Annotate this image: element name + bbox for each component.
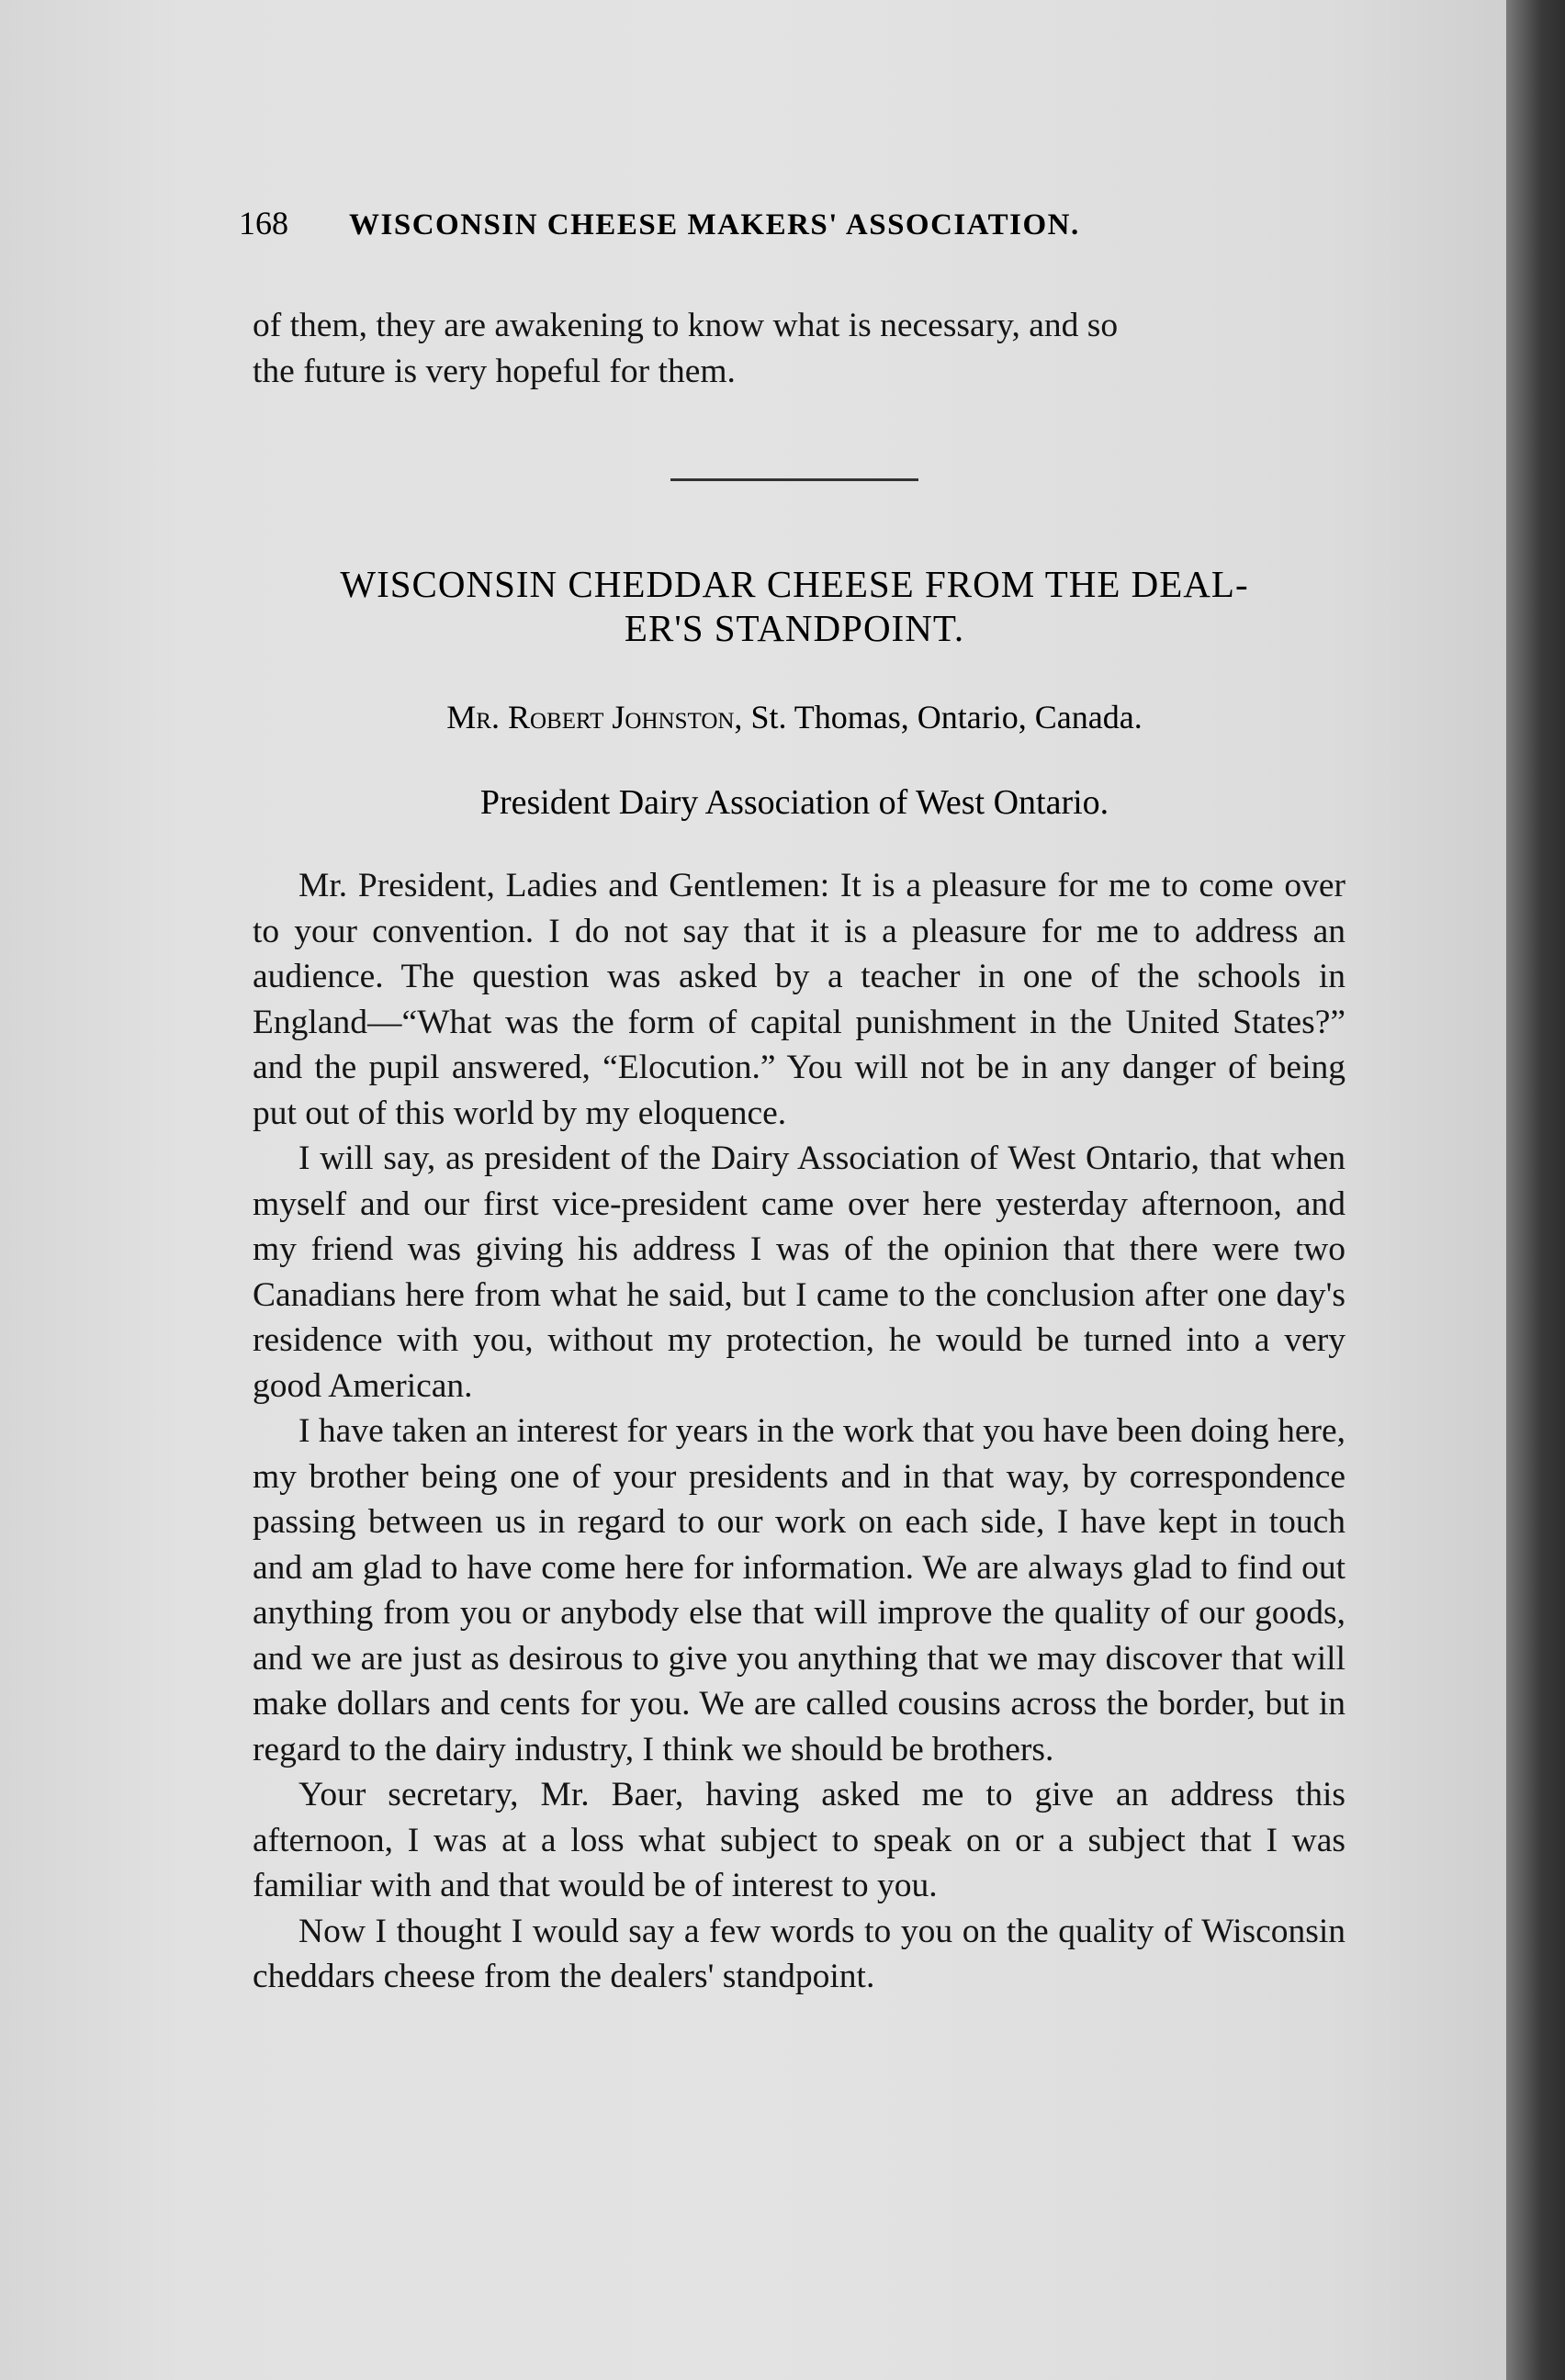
paragraph-2: I will say, as president of the Dairy Association of West Ontario, that when myself and our first vice-president came over here yesterday afternoon, and my friend was giving his address I was of the opinion that there were two Canadians here from what he said, but I came to the conclusion after one day's residence with you, without my protection, he would be turned into a very good American. xyxy=(253,1139,1345,1405)
paragraph-5: Now I thought I would say a few words to you on the quality of Wisconsin cheddars cheese from the dealers' standpoint. xyxy=(253,1912,1345,1995)
page-number: 168 xyxy=(239,205,288,241)
continuation-line-2: the future is very hopeful for them. xyxy=(253,352,736,390)
page-edge-shadow xyxy=(1506,0,1565,2380)
article-title-line-2: ER'S STANDPOINT. xyxy=(624,607,965,649)
author-line xyxy=(239,698,1350,736)
author-location: St. Thomas, Ontario, Canada. xyxy=(750,699,1143,735)
article-body xyxy=(253,863,1345,2000)
running-header xyxy=(239,204,1350,242)
section-divider xyxy=(670,478,918,481)
paragraph-1: Mr. President, Ladies and Gentlemen: It is a pleasure for me to come over to your convention. I do not say that it is a pleasure for me to address an audience. The question was asked by a teacher in one of the schools in England—“What was the form of capital punishment in the United States?” and the pupil answered, “Elocution.” You will not be in any danger of being put out of this world by my eloquence. xyxy=(253,867,1345,1132)
continuation-text xyxy=(253,303,1345,394)
continuation-line-1: of them, they are awakening to know what is necessary, and so xyxy=(253,307,1119,344)
paragraph-4: Your secretary, Mr. Baer, having asked me to give an address this afternoon, I was at a loss what subject to speak on or a subject that I was familiar with and that would be of interest to you. xyxy=(253,1776,1345,1904)
running-title: WISCONSIN CHEESE MAKERS' ASSOCIATION. xyxy=(349,208,1080,241)
author-name: Mr. Robert Johnston, xyxy=(446,699,743,735)
article-title-line-1: WISCONSIN CHEDDAR CHEESE FROM THE DEAL- xyxy=(340,563,1249,605)
author-affiliation: President Dairy Association of West Ontario. xyxy=(479,783,1109,822)
paragraph-3: I have taken an interest for years in the work that you have been doing here, my brother being one of your presidents and in that way, by correspondence passing between us in regard to our work on each side, I have kept in touch and am glad to have come here for information. We are always glad to find out anything from you or anybody else that will improve the quality of our goods, and we are just as desirous to give you anything that we may discover that will make dollars and cents for you. We are called cousins across the border, but in regard to the dairy industry, I think we should be brothers. xyxy=(253,1412,1345,1768)
article-title xyxy=(239,562,1350,650)
